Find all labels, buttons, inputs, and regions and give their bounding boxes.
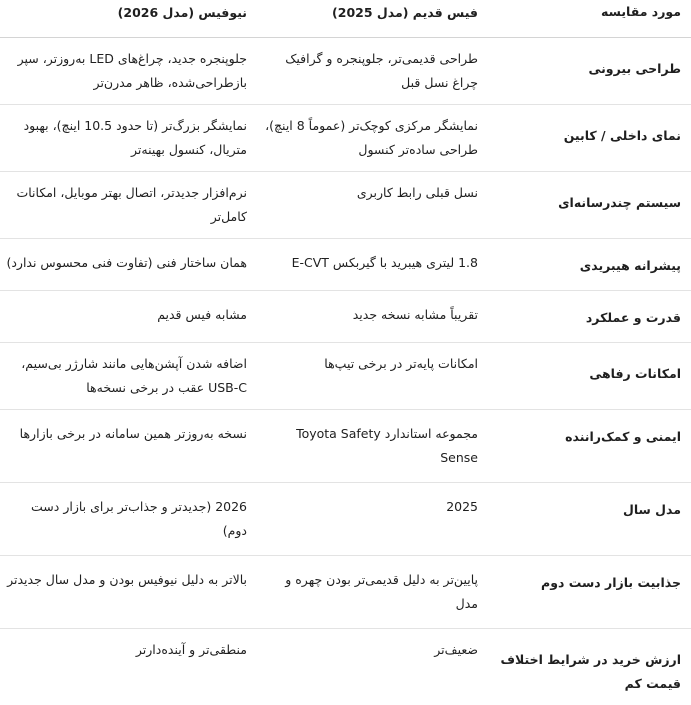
row-feature-cell: نمای داخلی / کابین	[488, 105, 691, 172]
table-row	[0, 410, 691, 483]
row-feature-cell: ارزش خرید در شرایط اختلاف قیمت کم	[488, 629, 691, 705]
table-row	[0, 38, 691, 105]
row-old-cell: ضعیف‌تر	[257, 629, 488, 705]
row-feature-cell: ایمنی و کمک‌راننده	[488, 410, 691, 483]
row-feature-cell: سیستم چندرسانه‌ای	[488, 172, 691, 239]
row-new-cell: نسخه به‌روزتر همین سامانه در برخی بازارها	[0, 410, 257, 483]
row-feature-cell: قدرت و عملکرد	[488, 291, 691, 343]
row-new-cell: 2026 (جدیدتر و جذاب‌تر برای بازار دست دوم)	[0, 483, 257, 556]
row-old-cell: طراحی قدیمی‌تر، جلوپنجره و گرافیک چراغ نسل قبل	[257, 38, 488, 105]
row-feature-cell: طراحی بیرونی	[488, 38, 691, 105]
row-new-cell: نرم‌افزار جدیدتر، اتصال بهتر موبایل، امکانات کامل‌تر	[0, 172, 257, 239]
header-old-facelift: فیس قدیم (مدل 2025)	[257, 0, 488, 38]
row-feature-cell: امکانات رفاهی	[488, 343, 691, 410]
row-old-cell: مجموعه استاندارد Toyota Safety Sense	[257, 410, 488, 483]
row-new-cell: مشابه فیس قدیم	[0, 291, 257, 343]
row-feature-cell: پیشرانه هیبریدی	[488, 239, 691, 291]
header-new-facelift: نیوفیس (مدل 2026)	[0, 0, 257, 38]
row-new-cell: نمایشگر بزرگ‌تر (تا حدود 10.5 اینچ)، بهبود متریال، کنسول بهینه‌تر	[0, 105, 257, 172]
row-new-cell: منطقی‌تر و آینده‌دارتر	[0, 629, 257, 705]
row-new-cell: اضافه شدن آپشن‌هایی مانند شارژر بی‌سیم، USB-C عقب در برخی نسخه‌ها	[0, 343, 257, 410]
row-old-cell: 2025	[257, 483, 488, 556]
header-feature: مورد مقایسه	[488, 0, 691, 38]
row-new-cell: جلوپنجره جدید، چراغ‌های LED به‌روزتر، سپر بازطراحی‌شده، ظاهر مدرن‌تر	[0, 38, 257, 105]
row-old-cell: 1.8 لیتری هیبرید با گیربکس E-CVT	[257, 239, 488, 291]
header-row	[0, 0, 691, 38]
row-new-cell: همان ساختار فنی (تفاوت فنی محسوس ندارد)	[0, 239, 257, 291]
table-row	[0, 239, 691, 291]
table-row	[0, 483, 691, 556]
table-row	[0, 172, 691, 239]
row-old-cell: تقریباً مشابه نسخه جدید	[257, 291, 488, 343]
table-row	[0, 105, 691, 172]
table-row	[0, 556, 691, 629]
row-old-cell: پایین‌تر به دلیل قدیمی‌تر بودن چهره و مدل	[257, 556, 488, 629]
row-old-cell: نمایشگر مرکزی کوچک‌تر (عموماً 8 اینچ)، طراحی ساده‌تر کنسول	[257, 105, 488, 172]
table-header	[0, 0, 691, 38]
row-old-cell: امکانات پایه‌تر در برخی تیپ‌ها	[257, 343, 488, 410]
table-row	[0, 343, 691, 410]
row-feature-cell: جذابیت بازار دست دوم	[488, 556, 691, 629]
row-new-cell: بالاتر به دلیل نیوفیس بودن و مدل سال جدیدتر	[0, 556, 257, 629]
row-old-cell: نسل قبلی رابط کاربری	[257, 172, 488, 239]
table-row	[0, 291, 691, 343]
table-body	[0, 38, 691, 705]
row-feature-cell: مدل سال	[488, 483, 691, 556]
table-row	[0, 629, 691, 705]
